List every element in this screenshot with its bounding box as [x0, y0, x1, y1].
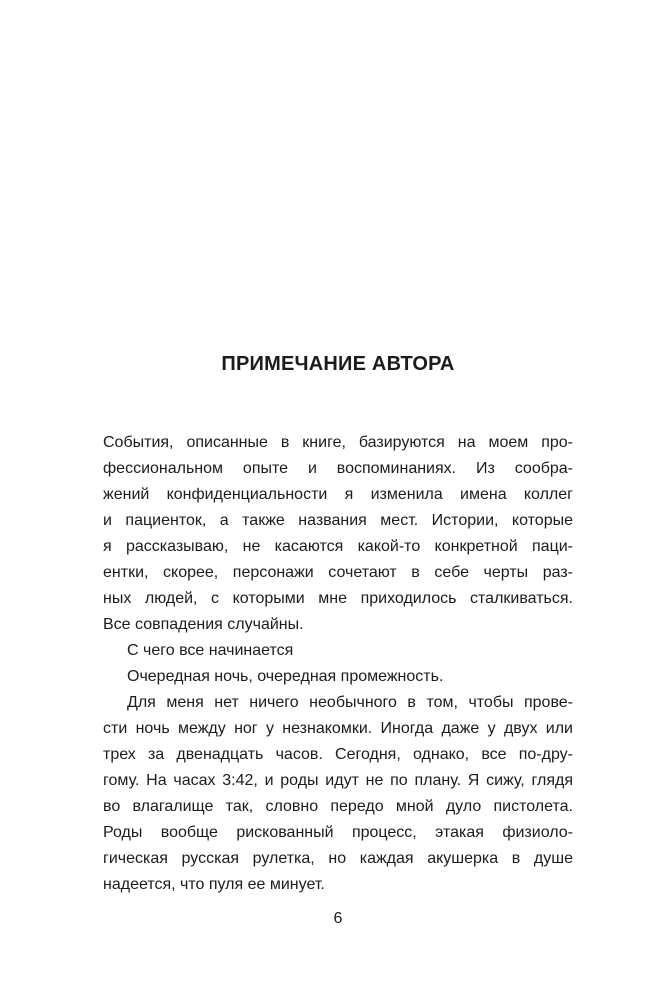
paragraph — [103, 430, 573, 638]
text-line: ных людей, с которыми мне приходилось сталкиваться. — [103, 590, 573, 607]
text-line: гическая русская рулетка, но каждая акушерка в душе — [103, 850, 573, 867]
text-line: Очередная ночь, очередная промежность. — [127, 668, 444, 685]
text-line: фессиональном опыте и воспоминаниях. Из сообра- — [103, 460, 573, 477]
text-line: События, описанные в книге, базируются на моем про- — [103, 434, 573, 451]
text-line: ентки, скорее, персонажи сочетают в себе черты раз- — [103, 564, 573, 581]
text-line: С чего все начинается — [127, 642, 294, 659]
text-line: гому. На часах 3:42, и роды идут не по плану. Я сижу, глядя — [103, 772, 573, 789]
text-line: сти ночь между ног у незнакомки. Иногда даже у двух или — [103, 720, 573, 737]
body-text — [103, 430, 573, 898]
paragraph — [103, 664, 573, 690]
text-line: я рассказываю, не касаются какой-то конкретной паци- — [103, 538, 573, 555]
page-number: 6 — [333, 910, 343, 927]
paragraph — [103, 638, 573, 664]
chapter-heading: ПРИМЕЧАНИЕ АВТОРА — [221, 353, 455, 375]
paragraph — [103, 690, 573, 898]
text-line: трех за двенадцать часов. Сегодня, однако, все по-дру- — [103, 746, 573, 763]
text-line: во влагалище так, словно передо мной дуло пистолета. — [103, 798, 573, 815]
text-line: и пациенток, а также названия мест. Истории, которые — [103, 512, 573, 529]
text-line: Роды вообще рискованный процесс, этакая физиоло- — [103, 824, 573, 841]
text-line: жений конфиденциальности я изменила имена коллег — [103, 486, 573, 503]
text-line: Для меня нет ничего необычного в том, чтобы прове- — [127, 694, 573, 711]
text-line: Все совпадения случайны. — [103, 616, 304, 633]
text-line: надеется, что пуля ее минует. — [103, 876, 325, 893]
